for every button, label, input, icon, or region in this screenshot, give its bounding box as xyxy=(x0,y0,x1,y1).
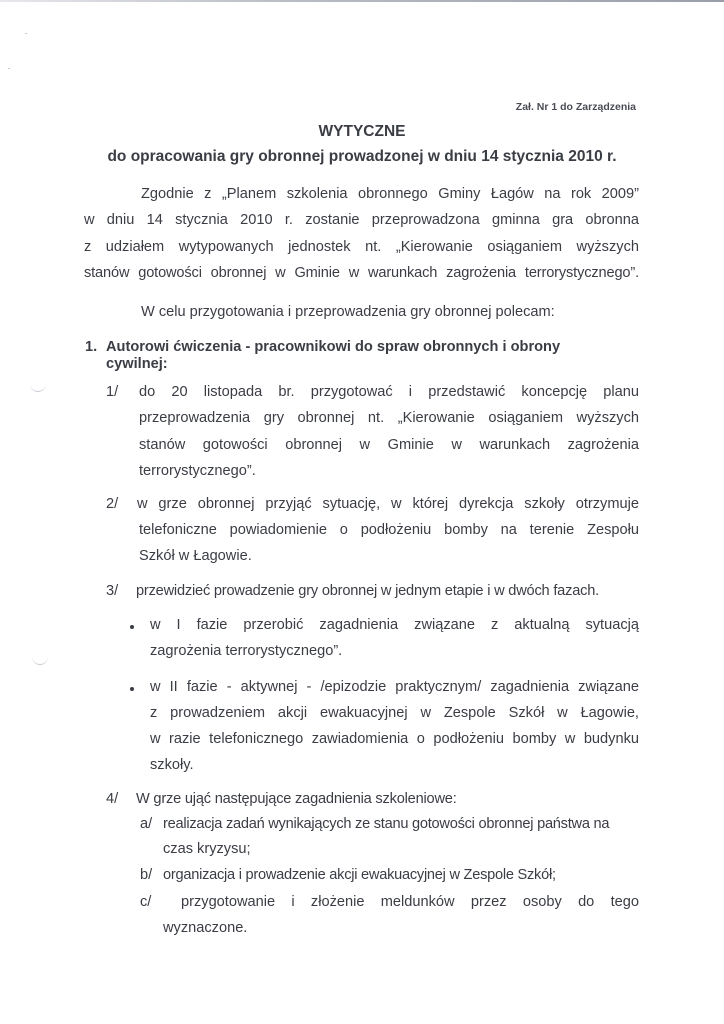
item-line: Szkół w Łagowie. xyxy=(139,548,252,564)
bullet-icon xyxy=(130,625,134,629)
bullet-line: w I fazie przerobić zagadnienia związane z aktualną sytuacją xyxy=(150,617,639,633)
item-line: przeprowadzenia gry obronnej nt. „Kierowanie osiąganiem wyższych xyxy=(139,410,639,426)
item-line: W grze ująć następujące zagadnienia szkoleniowe: xyxy=(136,791,457,807)
intro-line: w dniu 14 stycznia 2010 r. zostanie przeprowadzona gminna gra obronna xyxy=(84,212,639,228)
subitem-marker: c/ xyxy=(140,894,152,910)
subitem-line: przygotowanie i złożenie meldunków przez osoby do tego xyxy=(181,894,639,910)
bullet-line: w II fazie - aktywnej - /epizodzie praktycznym/ zagadnienia związane xyxy=(150,679,639,695)
bullet-icon xyxy=(130,687,134,691)
subitem-line: czas kryzysu; xyxy=(163,841,251,857)
bullet-line: zagrożenia terrorystycznego”. xyxy=(150,643,343,659)
intro-line: stanów gotowości obronnej w Gminie w warunkach zagrożenia terrorystycznego”. xyxy=(84,265,639,281)
scan-speck xyxy=(25,33,27,34)
subitem-line: organizacja i prowadzenie akcji ewakuacyjnej w Zespole Szkół; xyxy=(163,867,556,883)
command-line: W celu przygotowania i przeprowadzenia gry obronnej polecam: xyxy=(141,304,555,320)
intro-line: z udziałem wytypowanych jednostek nt. „Kierowanie osiąganiem wyższych xyxy=(84,239,639,255)
item-marker: 2/ xyxy=(106,496,119,512)
item-line: w grze obronnej przyjąć sytuację, w której dyrekcja szkoły otrzymuje xyxy=(137,496,639,512)
subitem-line: wyznaczone. xyxy=(163,920,248,936)
intro-line: Zgodnie z „Planem szkolenia obronnego Gminy Łagów na rok 2009” xyxy=(141,186,639,202)
punch-hole-mark xyxy=(32,656,48,665)
item-line: do 20 listopada br. przygotować i przedstawić koncepcję planu xyxy=(139,384,639,400)
document-subtitle: do opracowania gry obronnej prowadzonej w dniu 14 stycznia 2010 r. xyxy=(107,148,617,165)
section-heading-line: Autorowi ćwiczenia - pracownikowi do spraw obronnych i obrony xyxy=(106,339,561,355)
item-line: telefoniczne powiadomienie o podłożeniu bomby na terenie Zespołu xyxy=(139,522,639,538)
scan-top-edge xyxy=(0,0,724,2)
item-line: stanów gotowości obronnej w Gminie w warunkach zagrożenia xyxy=(139,437,639,453)
annex-label: Zał. Nr 1 do Zarządzenia xyxy=(515,101,636,113)
item-marker: 3/ xyxy=(106,583,119,599)
item-line: terrorystycznego”. xyxy=(139,463,256,479)
item-marker: 4/ xyxy=(106,791,119,807)
bullet-line: szkoły. xyxy=(150,757,194,773)
section-number: 1. xyxy=(85,339,98,355)
punch-hole-mark xyxy=(30,383,46,392)
item-marker: 1/ xyxy=(106,384,119,400)
subitem-marker: a/ xyxy=(140,816,153,832)
section-heading-line: cywilnej: xyxy=(106,356,168,372)
subitem-marker: b/ xyxy=(140,867,153,883)
item-line: przewidzieć prowadzenie gry obronnej w jednym etapie i w dwóch fazach. xyxy=(136,583,599,599)
scan-speck xyxy=(8,68,10,69)
subitem-line: realizacja zadań wynikających ze stanu gotowości obronnej państwa na xyxy=(163,816,610,832)
bullet-line: w razie telefonicznego zawiadomienia o podłożeniu bomby w budynku xyxy=(150,731,639,747)
bullet-line: z prowadzeniem akcji ewakuacyjnej w Zespole Szkół w Łagowie, xyxy=(150,705,639,721)
document-title: WYTYCZNE xyxy=(318,123,406,140)
